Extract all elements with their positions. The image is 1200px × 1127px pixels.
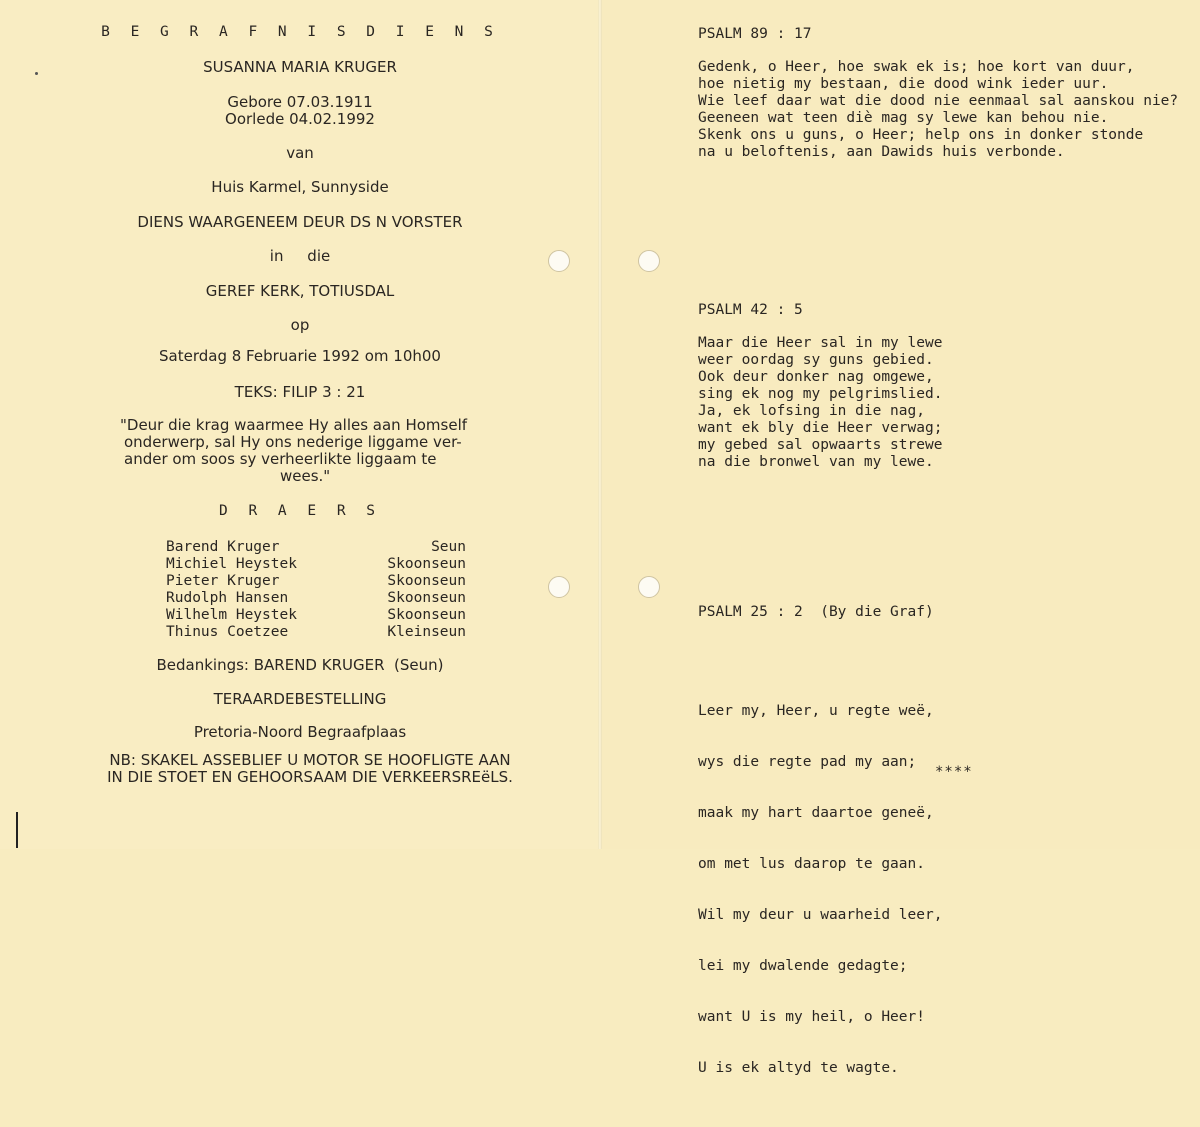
traffic-notice xyxy=(100,752,520,786)
officiant: DIENS WAARGENEEM DEUR DS N VORSTER xyxy=(137,213,463,231)
church-name: GEREF KERK, TOTIUSDAL xyxy=(205,282,395,300)
verse-line: lei my dwalende gedagte; xyxy=(698,958,908,974)
bearer-row xyxy=(166,624,466,641)
service-date: Saterdag 8 Februarie 1992 om 10h00 xyxy=(159,347,441,365)
psalm-block xyxy=(698,572,942,1127)
psalm-block xyxy=(698,26,1178,161)
verse-line: Leer my, Heer, u regte weë, xyxy=(698,703,934,719)
quote-line: ander om soos sy verheerlikte liggaam te xyxy=(124,450,437,468)
psalm-verse xyxy=(698,59,1178,161)
bearer-name: Pieter Kruger xyxy=(166,573,280,589)
bearer-name: Wilhelm Heystek xyxy=(166,607,297,623)
death-date: Oorlede 04.02.1992 xyxy=(225,110,375,128)
verse-line: U is ek altyd te wagte. xyxy=(698,1060,899,1076)
quote-line: onderwerp, sal Hy ons nederige liggame ver- xyxy=(124,433,462,451)
bearers-list xyxy=(166,539,466,641)
thanks-line: Bedankings: BAREND KRUGER (Seun) xyxy=(156,656,444,674)
bearers-title: D R A E R S xyxy=(218,503,382,519)
bearer-name: Barend Kruger xyxy=(166,539,280,555)
bearer-role: Skoonseun xyxy=(387,590,466,606)
psalm-block xyxy=(698,302,942,471)
notice-line: IN DIE STOET EN GEHOORSAAM DIE VERKEERSREëLS. xyxy=(107,768,513,786)
bearer-role: Skoonseun xyxy=(387,607,466,623)
bearer-row xyxy=(166,590,466,607)
verse-line: Wil my deur u waarheid leer, xyxy=(698,907,943,923)
punch-hole-left-bottom xyxy=(548,576,570,598)
burial-title: TERAARDEBESTELLING xyxy=(213,690,387,708)
bearer-role: Kleinseun xyxy=(387,624,466,640)
bearer-name: Thinus Coetzee xyxy=(166,624,289,640)
verse-line: my gebed sal opwaarts strewe xyxy=(698,437,943,453)
verse-line: Geeneen wat teen diè mag sy lewe kan behou nie. xyxy=(698,110,1109,126)
verse-line: Wie leef daar wat die dood nie eenmaal sal aanskou nie? xyxy=(698,93,1179,109)
verse-line: sing ek nog my pelgrimslied. xyxy=(698,386,943,402)
bearer-row xyxy=(166,556,466,573)
punch-hole-right-top xyxy=(638,250,660,272)
verse-line: Skenk ons u guns, o Heer; help ons in donker stonde xyxy=(698,127,1144,143)
bearer-role: Seun xyxy=(431,539,466,555)
edge-mark xyxy=(16,812,18,848)
psalm-title: PSALM 42 : 5 xyxy=(698,302,803,318)
punch-hole-right-bottom xyxy=(638,576,660,598)
bearer-name: Michiel Heystek xyxy=(166,556,297,572)
notice-line: NB: SKAKEL ASSEBLIEF U MOTOR SE HOOFLIGTE AAN xyxy=(109,751,511,769)
verse-line: Ook deur donker nag omgewe, xyxy=(698,369,934,385)
verse-line: na die bronwel van my lewe. xyxy=(698,454,934,470)
cemetery-name: Pretoria-Noord Begraafplaas xyxy=(193,723,407,741)
bearer-role: Skoonseun xyxy=(387,556,466,572)
bearer-role: Skoonseun xyxy=(387,573,466,589)
quote-line: "Deur die krag waarmee Hy alles aan Homself xyxy=(120,416,468,434)
verse-line: wys die regte pad my aan; xyxy=(698,754,917,770)
verse-line: Ja, ek lofsing in die nag, xyxy=(698,403,925,419)
bearer-row xyxy=(166,539,466,556)
psalm-verse xyxy=(698,669,942,1111)
service-title: B E G R A F N I S D I E N S xyxy=(101,24,499,40)
verse-line: hoe nietig my bestaan, die dood wink ieder uur. xyxy=(698,76,1109,92)
psalm-title: PSALM 89 : 17 xyxy=(698,26,812,42)
verse-line: weer oordag sy guns gebied. xyxy=(698,352,934,368)
verse-line: want ek bly die Heer verwag; xyxy=(698,420,943,436)
bearer-name: Rudolph Hansen xyxy=(166,590,289,606)
in-die-label: in die xyxy=(269,247,331,265)
psalm-title: PSALM 25 : 2 (By die Graf) xyxy=(698,604,934,620)
verse-line: Gedenk, o Heer, hoe swak ek is; hoe kort van duur, xyxy=(698,59,1135,75)
bearer-row xyxy=(166,573,466,590)
psalm-verse xyxy=(698,335,942,471)
verse-line: maak my hart daartoe geneë, xyxy=(698,805,934,821)
deceased-name: SUSANNA MARIA KRUGER xyxy=(203,58,397,76)
scripture-reference: TEKS: FILIP 3 : 21 xyxy=(234,383,366,401)
quote-line: wees." xyxy=(280,467,331,485)
van-label: van xyxy=(286,144,314,162)
scripture-quote xyxy=(120,417,520,485)
verse-line: na u beloftenis, aan Dawids huis verbonde. xyxy=(698,144,1065,160)
end-mark: **** xyxy=(935,764,973,780)
residence: Huis Karmel, Sunnyside xyxy=(211,178,389,196)
op-label: op xyxy=(290,316,310,334)
verse-line: Maar die Heer sal in my lewe xyxy=(698,335,943,351)
bearer-row xyxy=(166,607,466,624)
verse-line: want U is my heil, o Heer! xyxy=(698,1009,925,1025)
verse-line: om met lus daarop te gaan. xyxy=(698,856,925,872)
birth-date: Gebore 07.03.1911 xyxy=(227,93,373,111)
